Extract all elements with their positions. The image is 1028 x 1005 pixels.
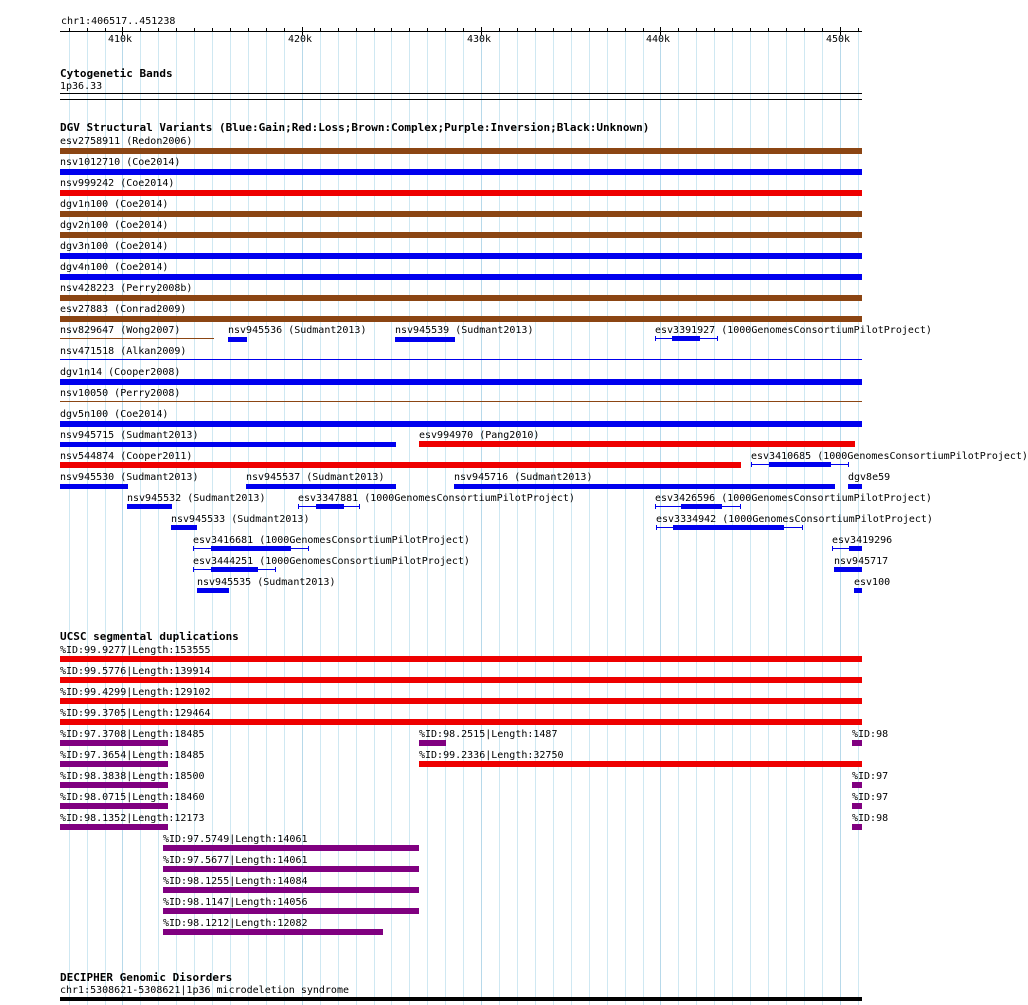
feature-label[interactable]: %ID:99.4299|Length:129102 (60, 687, 211, 698)
feature-label[interactable]: esv3334942 (1000GenomesConsortiumPilotProject) (656, 514, 933, 525)
feature-label[interactable]: nsv10050 (Perry2008) (60, 388, 181, 399)
ruler-minor-tick (643, 28, 644, 32)
feature-label[interactable]: %ID:99.9277|Length:153555 (60, 645, 211, 656)
ruler-minor-tick (678, 28, 679, 32)
ruler-tick-label: 420k (288, 34, 313, 45)
feature-label[interactable]: %ID:97 (852, 771, 889, 782)
feature-bar[interactable] (60, 719, 862, 725)
ruler-minor-tick (804, 28, 805, 32)
feature-label[interactable]: nsv999242 (Coe2014) (60, 178, 175, 189)
feature-whisker-cap (740, 504, 741, 509)
feature-label[interactable]: nsv945533 (Sudmant2013) (171, 514, 310, 525)
feature-label[interactable]: esv3410685 (1000GenomesConsortiumPilotProject) (751, 451, 1028, 462)
ruler-minor-tick (140, 28, 141, 32)
feature-bar[interactable] (60, 761, 168, 767)
ruler-minor-tick (786, 28, 787, 32)
ruler-minor-tick (338, 28, 339, 32)
feature-label[interactable]: nsv1012710 (Coe2014) (60, 157, 181, 168)
ruler-minor-tick (194, 28, 195, 32)
feature-bar[interactable] (60, 782, 168, 788)
feature-whisker-cap (655, 336, 656, 341)
feature-bar[interactable] (163, 908, 419, 914)
ruler-minor-tick (858, 28, 859, 32)
feature-bar[interactable] (211, 567, 258, 572)
feature-bar[interactable] (60, 253, 862, 259)
feature-label[interactable]: %ID:97 (852, 792, 889, 803)
feature-bar[interactable] (211, 546, 291, 551)
feature-bar[interactable] (171, 525, 197, 530)
track-title-cytoband[interactable]: Cytogenetic Bands (60, 67, 173, 80)
feature-label[interactable]: esv3391927 (1000GenomesConsortiumPilotProject) (655, 325, 932, 336)
feature-label[interactable]: nsv945715 (Sudmant2013) (60, 430, 199, 441)
ruler-minor-tick (750, 28, 751, 32)
ruler-minor-tick (714, 28, 715, 32)
feature-bar[interactable] (60, 401, 862, 402)
feature-bar[interactable] (163, 887, 419, 893)
feature-bar[interactable] (163, 845, 419, 851)
ruler-minor-tick (822, 28, 823, 32)
ruler-minor-tick (356, 28, 357, 32)
ruler-tick-label: 450k (826, 34, 851, 45)
feature-label[interactable]: nsv945539 (Sudmant2013) (395, 325, 534, 336)
ruler-minor-tick (732, 28, 733, 32)
ruler-minor-tick (625, 28, 626, 32)
feature-whisker-cap (298, 504, 299, 509)
track-title-dgv[interactable]: DGV Structural Variants (Blue:Gain;Red:Loss;Brown:Complex;Purple:Inversion;Black:Unknown) (60, 121, 650, 134)
feature-label[interactable]: esv3426596 (1000GenomesConsortiumPilotProject) (655, 493, 932, 504)
ruler-axis (60, 31, 862, 32)
feature-bar[interactable] (163, 866, 419, 872)
feature-bar[interactable] (419, 740, 446, 746)
ruler-minor-tick (517, 28, 518, 32)
feature-bar[interactable] (848, 484, 862, 489)
feature-label[interactable]: nsv428223 (Perry2008b) (60, 283, 193, 294)
feature-label[interactable]: %ID:98.1352|Length:12173 (60, 813, 205, 824)
feature-whisker-cap (275, 567, 276, 572)
feature-bar[interactable] (316, 504, 344, 509)
ruler-minor-tick (87, 28, 88, 32)
feature-bar[interactable] (834, 567, 862, 572)
feature-bar[interactable] (60, 677, 862, 683)
ruler-minor-tick (284, 28, 285, 32)
feature-bar[interactable] (246, 484, 396, 489)
feature-bar[interactable] (60, 462, 741, 468)
feature-bar[interactable] (60, 232, 862, 238)
feature-label[interactable]: %ID:98 (852, 729, 889, 740)
feature-label[interactable]: esv3416681 (1000GenomesConsortiumPilotProject) (193, 535, 470, 546)
feature-bar[interactable] (60, 803, 168, 809)
feature-bar[interactable] (60, 379, 862, 385)
feature-label[interactable]: dgv1n14 (Cooper2008) (60, 367, 181, 378)
feature-bar[interactable] (854, 588, 862, 593)
feature-label[interactable]: dgv2n100 (Coe2014) (60, 220, 169, 231)
feature-bar[interactable] (60, 421, 862, 427)
feature-whisker-cap (359, 504, 360, 509)
feature-whisker-cap (751, 462, 752, 467)
ruler-minor-tick (248, 28, 249, 32)
feature-label[interactable]: esv3419296 (832, 535, 893, 546)
feature-bar[interactable] (197, 588, 229, 593)
feature-bar[interactable] (60, 169, 862, 175)
feature-whisker-cap (656, 525, 657, 530)
feature-label[interactable]: nsv945716 (Sudmant2013) (454, 472, 593, 483)
ruler-minor-tick (158, 28, 159, 32)
feature-label[interactable]: nsv945535 (Sudmant2013) (197, 577, 336, 588)
feature-label[interactable]: esv2758911 (Redon2006) (60, 136, 193, 147)
feature-bar[interactable] (60, 190, 862, 196)
feature-bar[interactable] (769, 462, 831, 467)
feature-label[interactable]: %ID:97.3708|Length:18485 (60, 729, 205, 740)
ruler-minor-tick (409, 28, 410, 32)
ruler-minor-tick (212, 28, 213, 32)
ruler-minor-tick (176, 28, 177, 32)
ruler-minor-tick (463, 28, 464, 32)
feature-label[interactable]: dgv1n100 (Coe2014) (60, 199, 169, 210)
decipher-feature-label[interactable]: chr1:5308621-5308621|1p36 microdeletion syndrome (60, 985, 349, 996)
feature-bar[interactable] (454, 484, 835, 489)
feature-bar[interactable] (60, 484, 128, 489)
feature-label[interactable]: esv100 (854, 577, 891, 588)
ruler-tick-label: 410k (108, 34, 133, 45)
feature-label[interactable]: %ID:98 (852, 813, 889, 824)
feature-whisker-cap (655, 504, 656, 509)
ruler-minor-tick (553, 28, 554, 32)
ruler-tick-label: 440k (646, 34, 671, 45)
feature-bar[interactable] (127, 504, 172, 509)
feature-whisker-cap (193, 567, 194, 572)
feature-label[interactable]: %ID:97.5749|Length:14061 (163, 834, 308, 845)
ruler-minor-tick (768, 28, 769, 32)
feature-label[interactable]: %ID:98.1147|Length:14056 (163, 897, 308, 908)
feature-label[interactable]: %ID:99.2336|Length:32750 (419, 750, 564, 761)
feature-bar[interactable] (60, 442, 396, 447)
ruler-minor-tick (589, 28, 590, 32)
feature-label[interactable]: nsv945537 (Sudmant2013) (246, 472, 385, 483)
feature-label[interactable]: nsv945530 (Sudmant2013) (60, 472, 199, 483)
feature-whisker-cap (193, 546, 194, 551)
feature-label[interactable]: nsv471518 (Alkan2009) (60, 346, 187, 357)
feature-label[interactable]: dgv4n100 (Coe2014) (60, 262, 169, 273)
feature-bar[interactable] (672, 336, 700, 341)
feature-whisker-cap (848, 462, 849, 467)
ruler-minor-tick (571, 28, 572, 32)
feature-label[interactable]: %ID:98.1212|Length:12082 (163, 918, 308, 929)
feature-label[interactable]: esv994970 (Pang2010) (419, 430, 540, 441)
track-title-segdup[interactable]: UCSC segmental duplications (60, 630, 239, 643)
ruler-minor-tick (230, 28, 231, 32)
feature-label[interactable]: %ID:99.5776|Length:139914 (60, 666, 211, 677)
feature-bar[interactable] (60, 698, 862, 704)
feature-bar[interactable] (163, 929, 383, 935)
feature-bar[interactable] (60, 295, 862, 301)
ruler-minor-tick (374, 28, 375, 32)
feature-bar[interactable] (228, 337, 247, 342)
feature-whisker-cap (308, 546, 309, 551)
ruler-minor-tick (105, 28, 106, 32)
feature-label[interactable]: dgv3n100 (Coe2014) (60, 241, 169, 252)
feature-label[interactable]: nsv945536 (Sudmant2013) (228, 325, 367, 336)
feature-bar[interactable] (60, 656, 862, 662)
feature-bar[interactable] (673, 525, 784, 530)
feature-bar[interactable] (849, 546, 862, 551)
feature-bar[interactable] (852, 824, 862, 830)
ruler-minor-tick (499, 28, 500, 32)
feature-bar[interactable] (852, 782, 862, 788)
feature-bar[interactable] (681, 504, 722, 509)
feature-bar[interactable] (419, 441, 855, 447)
feature-label[interactable]: %ID:99.3705|Length:129464 (60, 708, 211, 719)
ruler-minor-tick (427, 28, 428, 32)
ruler-minor-tick (320, 28, 321, 32)
cytoband-line-top (60, 93, 862, 94)
track-title-decipher[interactable]: DECIPHER Genomic Disorders (60, 971, 233, 984)
feature-bar[interactable] (60, 359, 862, 360)
cytoband-line-bottom (60, 99, 862, 100)
ruler-minor-tick (445, 28, 446, 32)
feature-label[interactable]: esv27883 (Conrad2009) (60, 304, 187, 315)
feature-label[interactable]: esv3347881 (1000GenomesConsortiumPilotProject) (298, 493, 575, 504)
ruler-tick-label: 430k (467, 34, 492, 45)
feature-bar[interactable] (60, 824, 168, 830)
ruler-location: chr1:406517..451238 (61, 16, 176, 27)
ruler-minor-tick (607, 28, 608, 32)
feature-whisker-cap (717, 336, 718, 341)
feature-bar[interactable] (60, 740, 168, 746)
feature-whisker-cap (802, 525, 803, 530)
feature-bar[interactable] (60, 148, 862, 154)
feature-bar[interactable] (852, 803, 862, 809)
feature-bar[interactable] (852, 740, 862, 746)
ruler-minor-tick (535, 28, 536, 32)
ruler-minor-tick (266, 28, 267, 32)
feature-bar[interactable] (60, 211, 862, 217)
cytoband-label[interactable]: 1p36.33 (60, 81, 103, 92)
feature-label[interactable]: %ID:98.2515|Length:1487 (419, 729, 558, 740)
feature-whisker-cap (832, 546, 833, 551)
feature-label[interactable]: dgv8e59 (848, 472, 891, 483)
feature-bar[interactable] (419, 761, 862, 767)
decipher-feature-bar[interactable] (60, 997, 862, 1001)
feature-bar[interactable] (60, 274, 862, 280)
ruler-minor-tick (696, 28, 697, 32)
feature-label[interactable]: nsv945532 (Sudmant2013) (127, 493, 266, 504)
feature-label[interactable]: %ID:97.5677|Length:14061 (163, 855, 308, 866)
ruler-minor-tick (391, 28, 392, 32)
ruler-minor-tick (69, 28, 70, 32)
feature-label[interactable]: %ID:98.3838|Length:18500 (60, 771, 205, 782)
feature-label[interactable]: dgv5n100 (Coe2014) (60, 409, 169, 420)
feature-bar[interactable] (60, 316, 862, 322)
feature-bar[interactable] (60, 338, 214, 339)
feature-label[interactable]: esv3444251 (1000GenomesConsortiumPilotProject) (193, 556, 470, 567)
feature-label[interactable]: nsv829647 (Wong2007) (60, 325, 181, 336)
feature-bar[interactable] (395, 337, 455, 342)
feature-label[interactable]: nsv544874 (Cooper2011) (60, 451, 193, 462)
feature-label[interactable]: %ID:98.0715|Length:18460 (60, 792, 205, 803)
feature-label[interactable]: %ID:97.3654|Length:18485 (60, 750, 205, 761)
feature-label[interactable]: nsv945717 (834, 556, 889, 567)
feature-label[interactable]: %ID:98.1255|Length:14084 (163, 876, 308, 887)
